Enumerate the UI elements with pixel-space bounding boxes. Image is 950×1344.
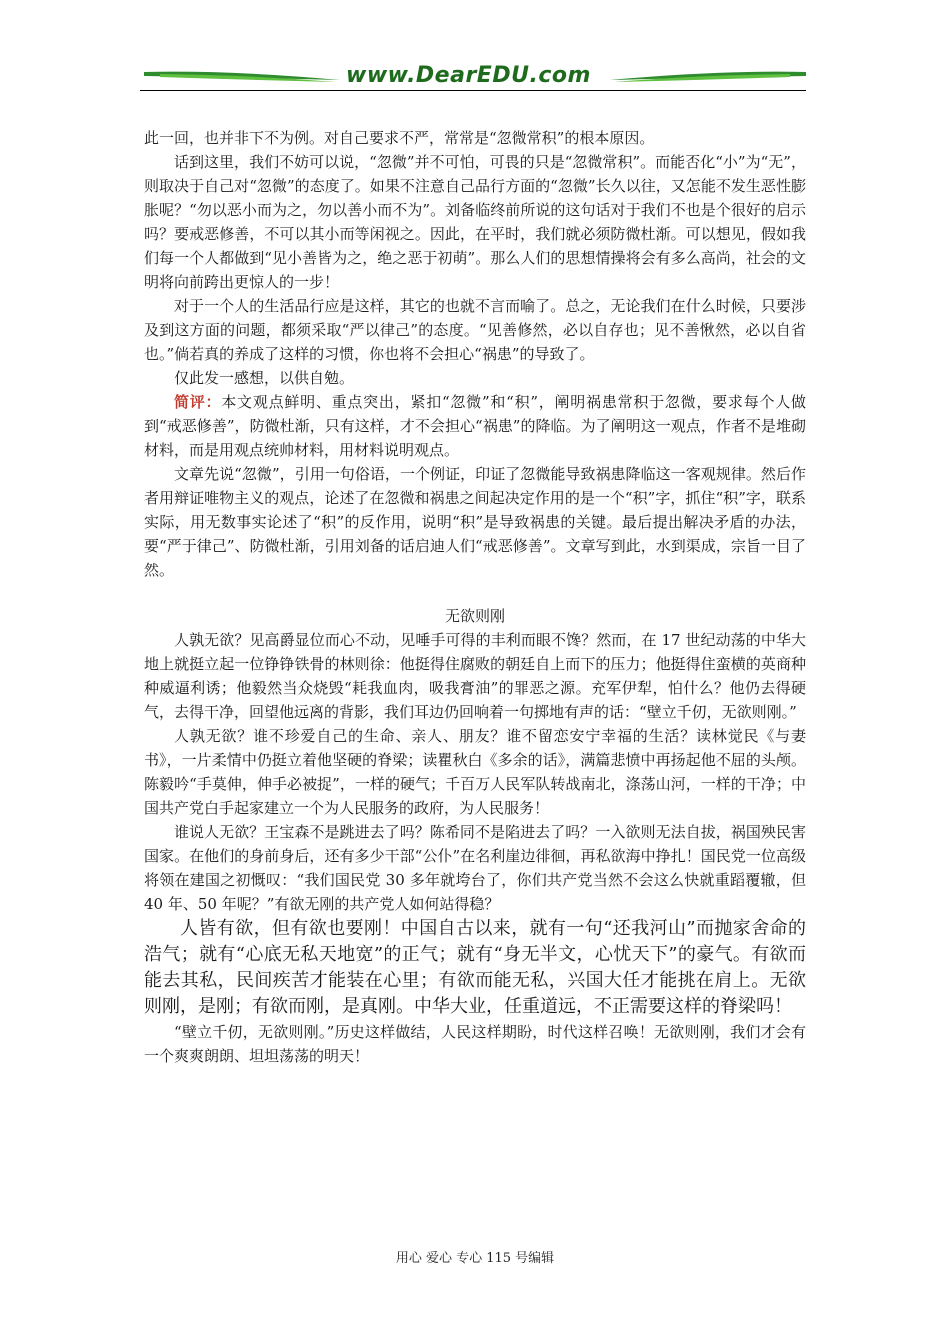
paragraph: 对于一个人的生活品行应是这样，其它的也就不言而喻了。总之，无论我们在什么时候，只要涉及到这方面的问题，都须采取“严以律己”的态度。“见善修然，必以自存也；见不善愀然，必以自省也。”倘若真的养成了这样的习惯，你也将不会担心“祸患”的导致了。 <box>144 297 806 363</box>
paragraph: 人皆有欲，但有欲也要刚！中国自古以来，就有一句“还我河山”而抛家舍命的浩气；就有“心底无私天地宽”的正气；就有“身无半文，心忧天下”的豪气。有欲而能去其私，民间疾苦才能装在心里；有欲而能无私，兴国大任才能挑在肩上。无欲则刚，是刚；有欲而刚，是真刚。中华大业，任重道远，不正需要这样的脊梁吗！ <box>144 918 806 1017</box>
section-title: 无欲则刚 <box>444 607 505 625</box>
header-rule <box>140 90 806 91</box>
comment-label: 简评： <box>174 393 222 411</box>
paragraph: 人孰无欲？见高爵显位而心不动，见唾手可得的丰利而眼不馋？然而，在 17 世纪动荡的中华大地上就挺立起一位铮铮铁骨的林则徐：他挺得住腐败的朝廷自上而下的压力；他挺得住蛮横的英商种种威逼利诱；他毅然当众烧毁“耗我血肉，吸我膏油”的罪恶之源。充军伊犁，怕什么？他仍去得硬气，去得干净，回望他远离的背影，我们耳边仍回响着一句掷地有声的话：“壁立千仞，无欲则刚。” <box>144 631 806 721</box>
comment-text: 本文观点鲜明、重点突出，紧扣“忽微”和“积”，阐明祸患常积于忽微，要求每个人做到“戒恶修善”，防微杜渐，只有这样，才不会担心“祸患”的降临。为了阐明这一观点，作者不是堆砌材料，而是用观点统帅材料，用材料说明观点。 <box>144 393 806 459</box>
site-brand: www.DearEDU.com <box>346 63 591 88</box>
paragraph: 此一回，也并非下不为例。对自己要求不严，常常是“忽微常积”的根本原因。 <box>144 129 655 147</box>
paragraph: 谁说人无欲？王宝森不是跳进去了吗？陈希同不是陷进去了吗？一入欲则无法自拔，祸国殃民害国家。在他们的身前身后，还有多少干部“公仆”在名利崖边徘徊，再私欲海中挣扎！国民党一位高级将领在建国之初慨叹：“我们国民党 30 多年就垮台了，你们共产党当然不会这么快就重蹈覆辙，但 40 年、50 年呢？”有欲无刚的共产党人如何站得稳？ <box>144 823 806 913</box>
paragraph: “壁立千仞，无欲则刚。”历史这样做结，人民这样期盼，时代这样召唤！无欲则刚，我们才会有一个爽爽朗朗、坦坦荡荡的明天！ <box>144 1023 806 1065</box>
comment-paragraph <box>144 390 806 462</box>
page-footer: 用心 爱心 专心 115 号编辑 <box>395 1251 555 1266</box>
paragraph: 人孰无欲？谁不珍爱自己的生命、亲人、朋友？谁不留恋安宁幸福的生活？读林觉民《与妻书》，一片柔情中仍挺立着他坚硬的脊梁；读瞿秋白《多余的话》，满篇悲愤中再扬起他不屈的头颅。陈毅吟“手莫伸，伸手必被捉”，一样的硬气；千百万人民军队转战南北，涤荡山河，一样的干净；中国共产党白手起家建立一个为人民服务的政府，为人民服务！ <box>144 727 806 817</box>
comment-paragraph-2: 文章先说“忽微”，引用一句俗语，一个例证，印证了忽微能导致祸患降临这一客观规律。然后作者用辩证唯物主义的观点，论述了在忽微和祸患之间起决定作用的是一个“积”字，抓住“积”字，联系实际，用无数事实论述了“积”的反作用，说明“积”是导致祸患的关键。最后提出解决矛盾的办法，要“严于律己”、防微杜渐，引用刘备的话启迪人们“戒恶修善”。文章写到此，水到渠成，宗旨一目了然。 <box>144 465 806 579</box>
paragraph: 话到这里，我们不妨可以说，“忽微”并不可怕，可畏的只是“忽微常积”。而能否化“小”为“无”，则取决于自己对“忽微”的态度了。如果不注意自己品行方面的“忽微”长久以往，又怎能不发生恶性膨胀呢？“勿以恶小而为之，勿以善小而不为”。刘备临终前所说的这句话对于我们不也是个很好的启示吗？要戒恶修善，不可以其小而等闲视之。因此，在平时，我们就必须防微杜渐。可以想见，假如我们每一个人都做到“见小善皆为之，绝之恶于初萌”。那么人们的思想情操将会有多么高尚，社会的文明将向前跨出更惊人的一步！ <box>144 153 806 291</box>
site-header <box>140 58 810 98</box>
document-body <box>144 126 806 1068</box>
paragraph: 仅此发一感想，以供自勉。 <box>174 369 355 387</box>
